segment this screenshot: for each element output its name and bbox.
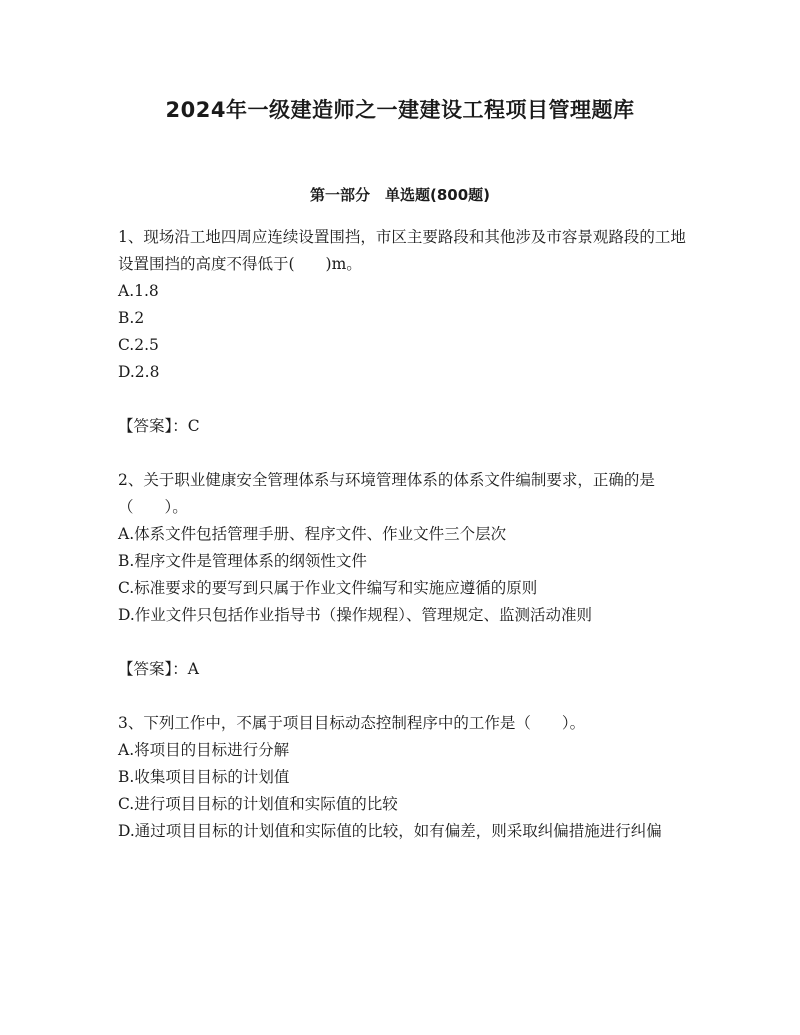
option-a: A.1.8 [118,282,159,300]
question-stem: 2、关于职业健康安全管理体系与环境管理体系的体系文件编制要求，正确的是（ ）。 [118,471,655,516]
question-2 [118,467,688,683]
option-b: B.程序文件是管理体系的纲领性文件 [118,552,367,570]
option-b: B.2 [118,309,145,327]
question-1 [118,224,688,440]
option-a: A.体系文件包括管理手册、程序文件、作业文件三个层次 [118,525,507,543]
option-d: D.通过项目目标的计划值和实际值的比较，如有偏差，则采取纠偏措施进行纠偏 [118,822,662,840]
option-c: C.进行项目目标的计划值和实际值的比较 [118,795,398,813]
option-d: D.作业文件只包括作业指导书（操作规程）、管理规定、监测活动准则 [118,606,593,624]
question-3 [118,710,688,845]
option-d: D.2.8 [118,363,160,381]
question-list [118,224,688,845]
answer-line: 【答案】：A [118,660,199,678]
section-title: 第一部分 单选题(800题) [309,186,491,204]
answer-line: 【答案】：C [118,417,200,435]
option-c: C.标准要求的要写到只属于作业文件编写和实施应遵循的原则 [118,579,538,597]
document-title: 2024年一级建造师之一建建设工程项目管理题库 [165,98,635,122]
option-b: B.收集项目目标的计划值 [118,768,290,786]
option-c: C.2.5 [118,336,159,354]
option-a: A.将项目的目标进行分解 [118,741,290,759]
question-stem: 1、现场沿工地四周应连续设置围挡，市区主要路段和其他涉及市容景观路段的工地设置围挡的高度不得低于( )m。 [118,228,686,273]
question-stem: 3、下列工作中，不属于项目目标动态控制程序中的工作是（ ）。 [118,714,586,732]
